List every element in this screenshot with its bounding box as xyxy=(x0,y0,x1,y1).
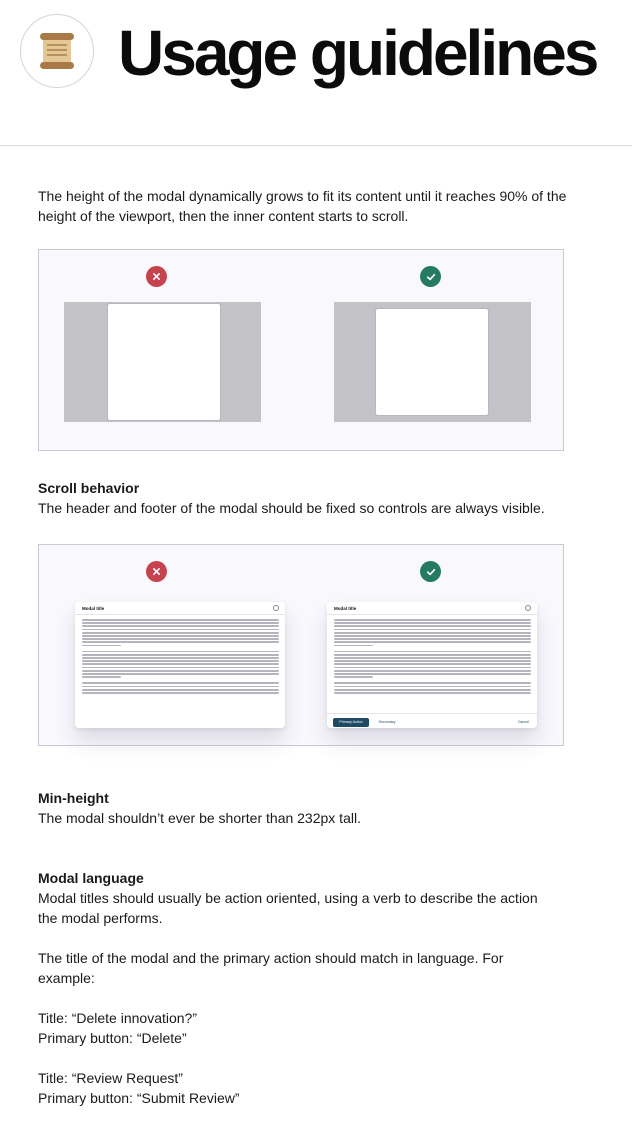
scroll-icon xyxy=(40,33,74,69)
page-avatar xyxy=(20,14,94,88)
close-icon xyxy=(273,605,279,611)
height-example-panel xyxy=(38,249,564,451)
modal-language-text: Modal titles should usually be action oriented, using a verb to describe the action the modal performs. xyxy=(38,890,538,926)
modal-title: Modal title xyxy=(334,606,357,611)
min-height-heading: Min-height xyxy=(38,790,109,806)
modal-language-section xyxy=(38,868,558,928)
scroll-behavior-section xyxy=(38,478,578,518)
secondary-button[interactable]: Secondary xyxy=(378,720,396,724)
modal-with-margin xyxy=(375,308,489,416)
scroll-example-panel xyxy=(38,544,564,746)
modal-too-tall xyxy=(107,303,221,421)
scroll-behavior-heading: Scroll behavior xyxy=(38,480,140,496)
example-two-button: Primary button: “Submit Review” xyxy=(38,1090,240,1106)
viewport-incorrect xyxy=(64,302,261,422)
example-two xyxy=(38,1068,578,1108)
scroll-behavior-text: The header and footer of the modal should be fixed so controls are always visible. xyxy=(38,500,545,516)
viewport-correct xyxy=(334,302,531,422)
modal-language-heading: Modal language xyxy=(38,870,144,886)
example-one xyxy=(38,1008,578,1048)
check-icon xyxy=(420,266,441,287)
modal-footer xyxy=(327,713,537,728)
modal-body-text xyxy=(82,619,279,695)
primary-action-button[interactable]: Primary Action xyxy=(333,718,369,727)
error-icon xyxy=(146,561,167,582)
modal-title: Modal title xyxy=(82,606,105,611)
cancel-button[interactable]: Cancel xyxy=(517,720,529,724)
error-icon xyxy=(146,266,167,287)
intro-paragraph: The height of the modal dynamically grows to fit its content until it reaches 90% of the height of the viewport, then the inner content starts to scroll. xyxy=(38,188,567,224)
example-one-button: Primary button: “Delete” xyxy=(38,1030,187,1046)
language-match-text: The title of the modal and the primary action should match in language. For example: xyxy=(38,950,504,986)
close-icon xyxy=(525,605,531,611)
min-height-section xyxy=(38,788,578,828)
example-two-title: Title: “Review Request” xyxy=(38,1070,183,1086)
modal-body-text xyxy=(334,619,531,695)
modal-scroll-incorrect xyxy=(75,602,285,728)
min-height-text: The modal shouldn’t ever be shorter than 232px tall. xyxy=(38,810,361,826)
page-header xyxy=(0,0,632,146)
modal-scroll-correct xyxy=(327,602,537,728)
check-icon xyxy=(420,561,441,582)
page-title: Usage guidelines xyxy=(118,17,597,89)
example-one-title: Title: “Delete innovation?” xyxy=(38,1010,198,1026)
